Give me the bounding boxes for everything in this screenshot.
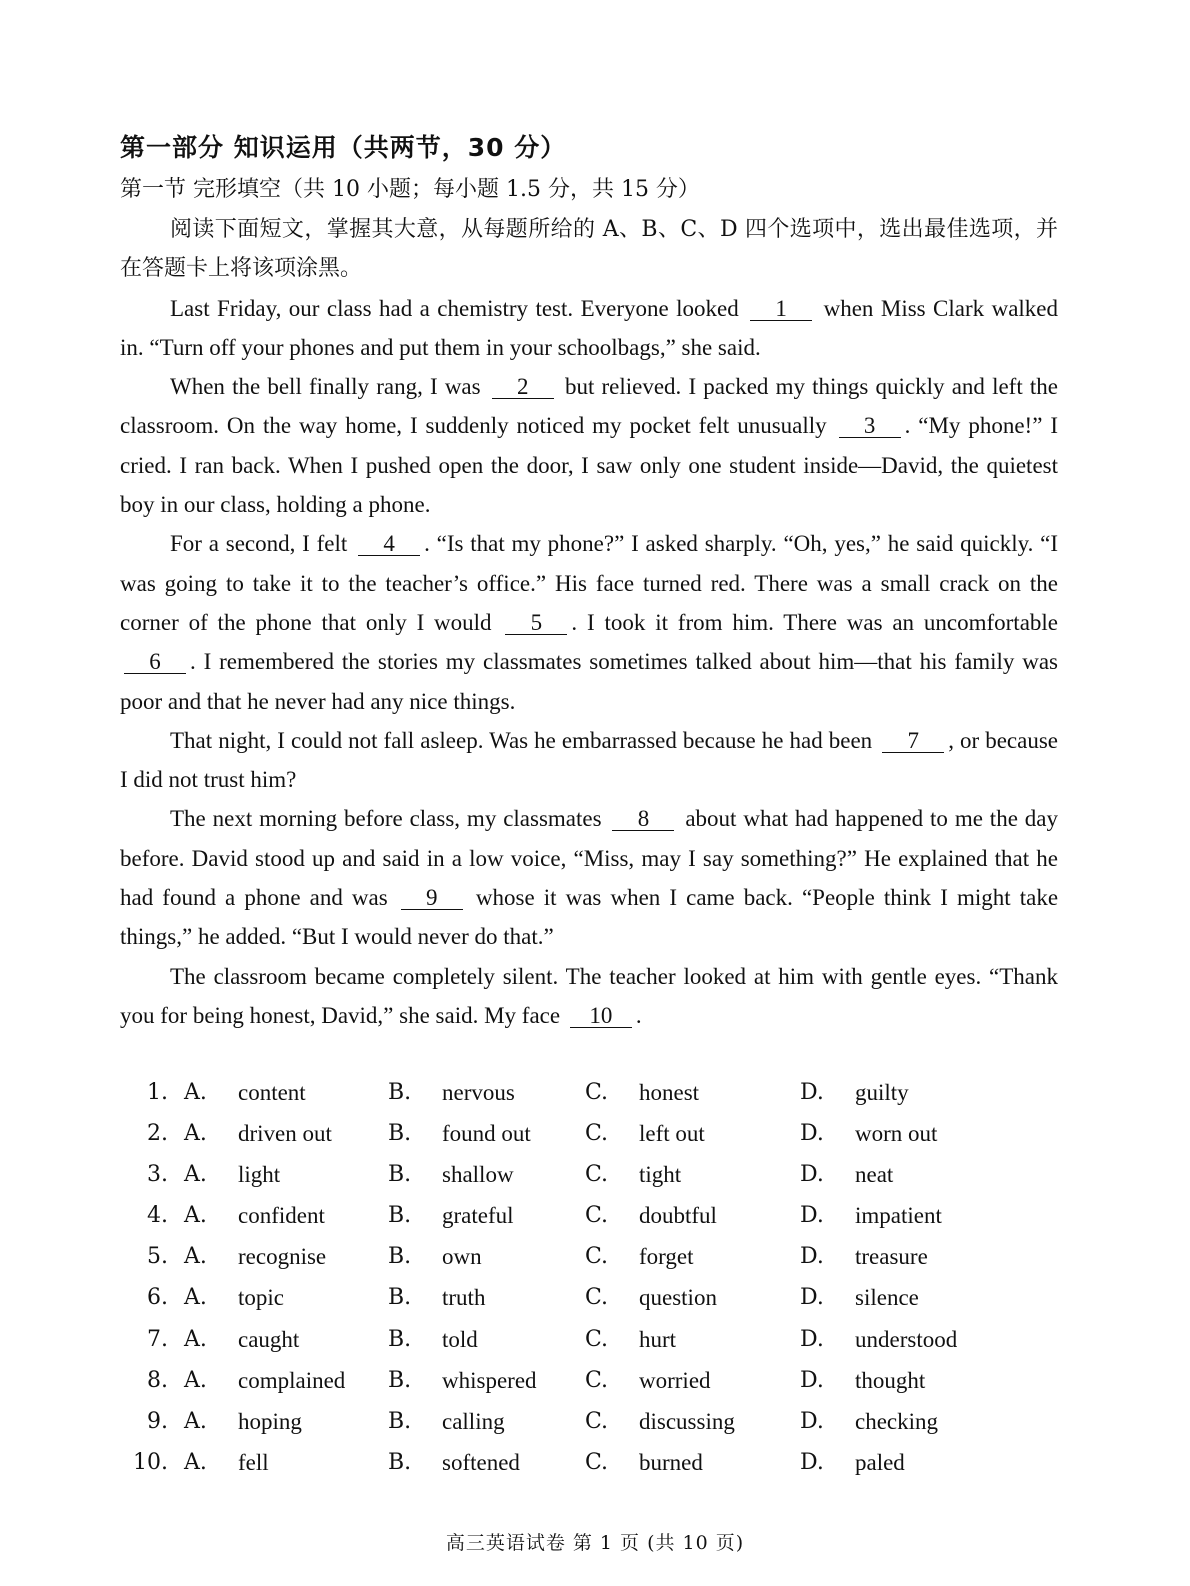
option-text-a: fell <box>238 1449 269 1475</box>
blank-6: 6 <box>124 651 186 674</box>
passage-text: about what had happened to me the day before. David stood up and said in a low voice, “Miss, may I say something?” He explained that he had found a phone and was <box>120 806 1058 911</box>
option-text-b: whispered <box>442 1367 537 1393</box>
question-row <box>120 1409 1020 1450</box>
option-letter-d: D. <box>800 1408 824 1434</box>
option-text-a: content <box>238 1080 306 1105</box>
option-text-c: discussing <box>639 1408 735 1434</box>
question-number: 10. <box>133 1449 168 1475</box>
option-text-a: topic <box>238 1285 284 1311</box>
option-text-c: burned <box>639 1449 703 1475</box>
passage-text: . I remembered the stories my classmates sometimes talked about him—that his family was poor and that he never had any nice things. <box>120 649 1058 714</box>
blank-9: 9 <box>401 887 463 910</box>
option-letter-a: A. <box>184 1162 207 1188</box>
option-text-a: recognise <box>238 1244 327 1270</box>
question-row <box>120 1285 1020 1326</box>
option-text-c: left out <box>639 1121 705 1147</box>
blank-4: 4 <box>358 533 420 556</box>
question-number: 8. <box>147 1367 168 1393</box>
option-letter-c: C. <box>585 1080 609 1105</box>
option-letter-c: C. <box>585 1449 609 1475</box>
blank-5: 5 <box>505 612 567 635</box>
option-text-d: impatient <box>855 1203 942 1229</box>
option-text-c: worried <box>639 1367 711 1393</box>
option-letter-d: D. <box>800 1080 824 1105</box>
question-number: 3. <box>147 1162 168 1188</box>
subsection-title: 第一节 完形填空（共 10 小题；每小题 1.5 分，共 15 分） <box>120 177 700 202</box>
option-text-c: question <box>639 1285 717 1311</box>
option-text-c: hurt <box>639 1326 677 1352</box>
option-letter-a: A. <box>184 1367 207 1393</box>
passage-paragraph-5 <box>120 799 1058 956</box>
question-number: 9. <box>147 1408 168 1434</box>
question-row <box>120 1121 1020 1162</box>
option-letter-c: C. <box>585 1162 609 1188</box>
option-text-b: told <box>442 1326 478 1352</box>
option-text-d: worn out <box>855 1121 938 1147</box>
option-letter-d: D. <box>800 1162 824 1188</box>
passage-paragraph-2 <box>120 367 1058 524</box>
option-letter-c: C. <box>585 1285 609 1311</box>
cloze-passage <box>120 210 1058 1035</box>
option-text-b: truth <box>442 1285 486 1311</box>
option-letter-c: C. <box>585 1326 609 1352</box>
option-text-b: grateful <box>442 1203 514 1229</box>
question-number: 4. <box>147 1203 168 1229</box>
question-number: 1. <box>147 1080 168 1105</box>
passage-text: , or because I did not trust him? <box>120 727 1058 793</box>
instruction-text: 阅读下面短文，掌握其大意，从每题所给的 A、B、C、D 四个选项中，选出最佳选项，并在答题卡上将该项涂黑。 <box>120 217 1058 282</box>
option-letter-b: B. <box>388 1080 412 1105</box>
question-number: 6. <box>147 1285 168 1311</box>
option-letter-c: C. <box>585 1121 609 1147</box>
option-text-d: checking <box>855 1408 939 1434</box>
question-row <box>120 1368 1020 1409</box>
question-number: 5. <box>147 1244 168 1270</box>
options-list <box>120 1080 1020 1491</box>
passage-text: Last Friday, our class had a chemistry test. Everyone looked <box>170 295 739 321</box>
option-text-d: guilty <box>855 1080 909 1105</box>
option-text-a: hoping <box>238 1408 302 1434</box>
option-text-d: understood <box>855 1326 958 1352</box>
option-letter-b: B. <box>388 1449 412 1475</box>
option-letter-b: B. <box>388 1162 412 1188</box>
option-letter-b: B. <box>388 1367 412 1393</box>
option-text-a: light <box>238 1162 281 1188</box>
passage-text: . <box>635 1002 642 1028</box>
option-letter-c: C. <box>585 1244 609 1270</box>
option-text-b: calling <box>442 1408 505 1434</box>
question-number: 2. <box>147 1121 168 1147</box>
option-text-c: forget <box>639 1244 694 1270</box>
option-letter-d: D. <box>800 1367 824 1393</box>
passage-text: when Miss Clark walked in. “Turn off your phones and put them in your schoolbags,” she said. <box>120 295 1058 360</box>
option-letter-d: D. <box>800 1121 824 1147</box>
option-letter-d: D. <box>800 1203 824 1229</box>
option-letter-b: B. <box>388 1408 412 1434</box>
section-title: 第一部分 知识运用（共两节，30 分） <box>120 133 567 162</box>
option-text-d: neat <box>855 1162 894 1188</box>
blank-2: 2 <box>492 376 554 399</box>
option-text-b: shallow <box>442 1162 514 1188</box>
option-letter-d: D. <box>800 1449 824 1475</box>
option-text-a: complained <box>238 1367 346 1393</box>
blank-10: 10 <box>570 1005 632 1028</box>
option-letter-b: B. <box>388 1285 412 1311</box>
passage-text: The classroom became completely silent. The teacher looked at him with gentle eyes. “Thank you for being honest, David,” she said. My face <box>120 963 1058 1028</box>
option-letter-b: B. <box>388 1203 412 1229</box>
option-letter-a: A. <box>184 1285 207 1311</box>
passage-paragraph-4 <box>120 721 1058 800</box>
option-text-a: caught <box>238 1326 300 1352</box>
option-text-d: silence <box>855 1285 919 1311</box>
option-letter-c: C. <box>585 1408 609 1434</box>
passage-text: When the bell finally rang, I was <box>170 374 481 400</box>
option-text-b: own <box>442 1244 482 1270</box>
question-row <box>120 1203 1020 1244</box>
question-number: 7. <box>147 1326 168 1352</box>
question-row <box>120 1244 1020 1285</box>
page-footer: 高三英语试卷 第 1 页 (共 10 页) <box>445 1532 745 1554</box>
question-row <box>120 1450 1020 1491</box>
passage-text: whose it was when I came back. “People think I might take things,” he added. “But I would never do that.” <box>120 885 1059 950</box>
option-text-c: honest <box>639 1080 700 1105</box>
passage-paragraph-3 <box>120 524 1058 720</box>
passage-text: That night, I could not fall asleep. Was he embarrassed because he had been <box>170 727 873 753</box>
option-text-b: softened <box>442 1449 520 1475</box>
option-letter-a: A. <box>184 1326 207 1352</box>
blank-3: 3 <box>839 415 901 438</box>
option-letter-c: C. <box>585 1367 609 1393</box>
passage-paragraph-1 <box>120 289 1058 368</box>
option-letter-d: D. <box>800 1244 824 1270</box>
option-letter-d: D. <box>800 1326 824 1352</box>
blank-1: 1 <box>750 298 812 321</box>
option-text-a: driven out <box>238 1121 332 1147</box>
question-row <box>120 1327 1020 1368</box>
option-letter-b: B. <box>388 1326 412 1352</box>
passage-text: . I took it from him. There was an uncomfortable <box>571 609 1059 635</box>
option-letter-a: A. <box>184 1449 207 1475</box>
question-row <box>120 1162 1020 1203</box>
passage-paragraph-6 <box>120 957 1058 1036</box>
option-letter-a: A. <box>184 1408 207 1434</box>
blank-8: 8 <box>612 808 674 831</box>
option-text-b: nervous <box>442 1080 515 1105</box>
passage-text: The next morning before class, my classmates <box>170 806 602 832</box>
question-row <box>120 1080 1020 1121</box>
option-text-b: found out <box>442 1121 531 1147</box>
option-letter-c: C. <box>585 1203 609 1229</box>
option-letter-b: B. <box>388 1244 412 1270</box>
blank-7: 7 <box>882 730 944 753</box>
option-letter-a: A. <box>184 1121 207 1147</box>
option-letter-d: D. <box>800 1285 824 1311</box>
option-letter-a: A. <box>184 1244 207 1270</box>
option-text-c: doubtful <box>639 1203 717 1229</box>
option-letter-a: A. <box>184 1203 207 1229</box>
passage-text: but relieved. I packed my things quickly and left the classroom. On the way home, I suddenly noticed my pocket felt unusually <box>120 374 1058 439</box>
option-text-d: paled <box>855 1449 905 1475</box>
option-text-d: treasure <box>855 1244 928 1270</box>
option-text-d: thought <box>855 1367 926 1393</box>
passage-text: . “Is that my phone?” I asked sharply. “Oh, yes,” he said quickly. “I was going to take it to the teacher’s office.” His face turned red. There was a small crack on the corner of the phone that only I would <box>120 531 1058 635</box>
option-text-c: tight <box>639 1162 682 1188</box>
option-letter-a: A. <box>184 1080 207 1105</box>
option-text-a: confident <box>238 1203 325 1229</box>
option-letter-b: B. <box>388 1121 412 1147</box>
passage-text: . “My phone!” I cried. I ran back. When I pushed open the door, I saw only one student inside—David, the quietest boy in our class, holding a phone. <box>120 413 1058 518</box>
passage-text: For a second, I felt <box>170 531 348 557</box>
